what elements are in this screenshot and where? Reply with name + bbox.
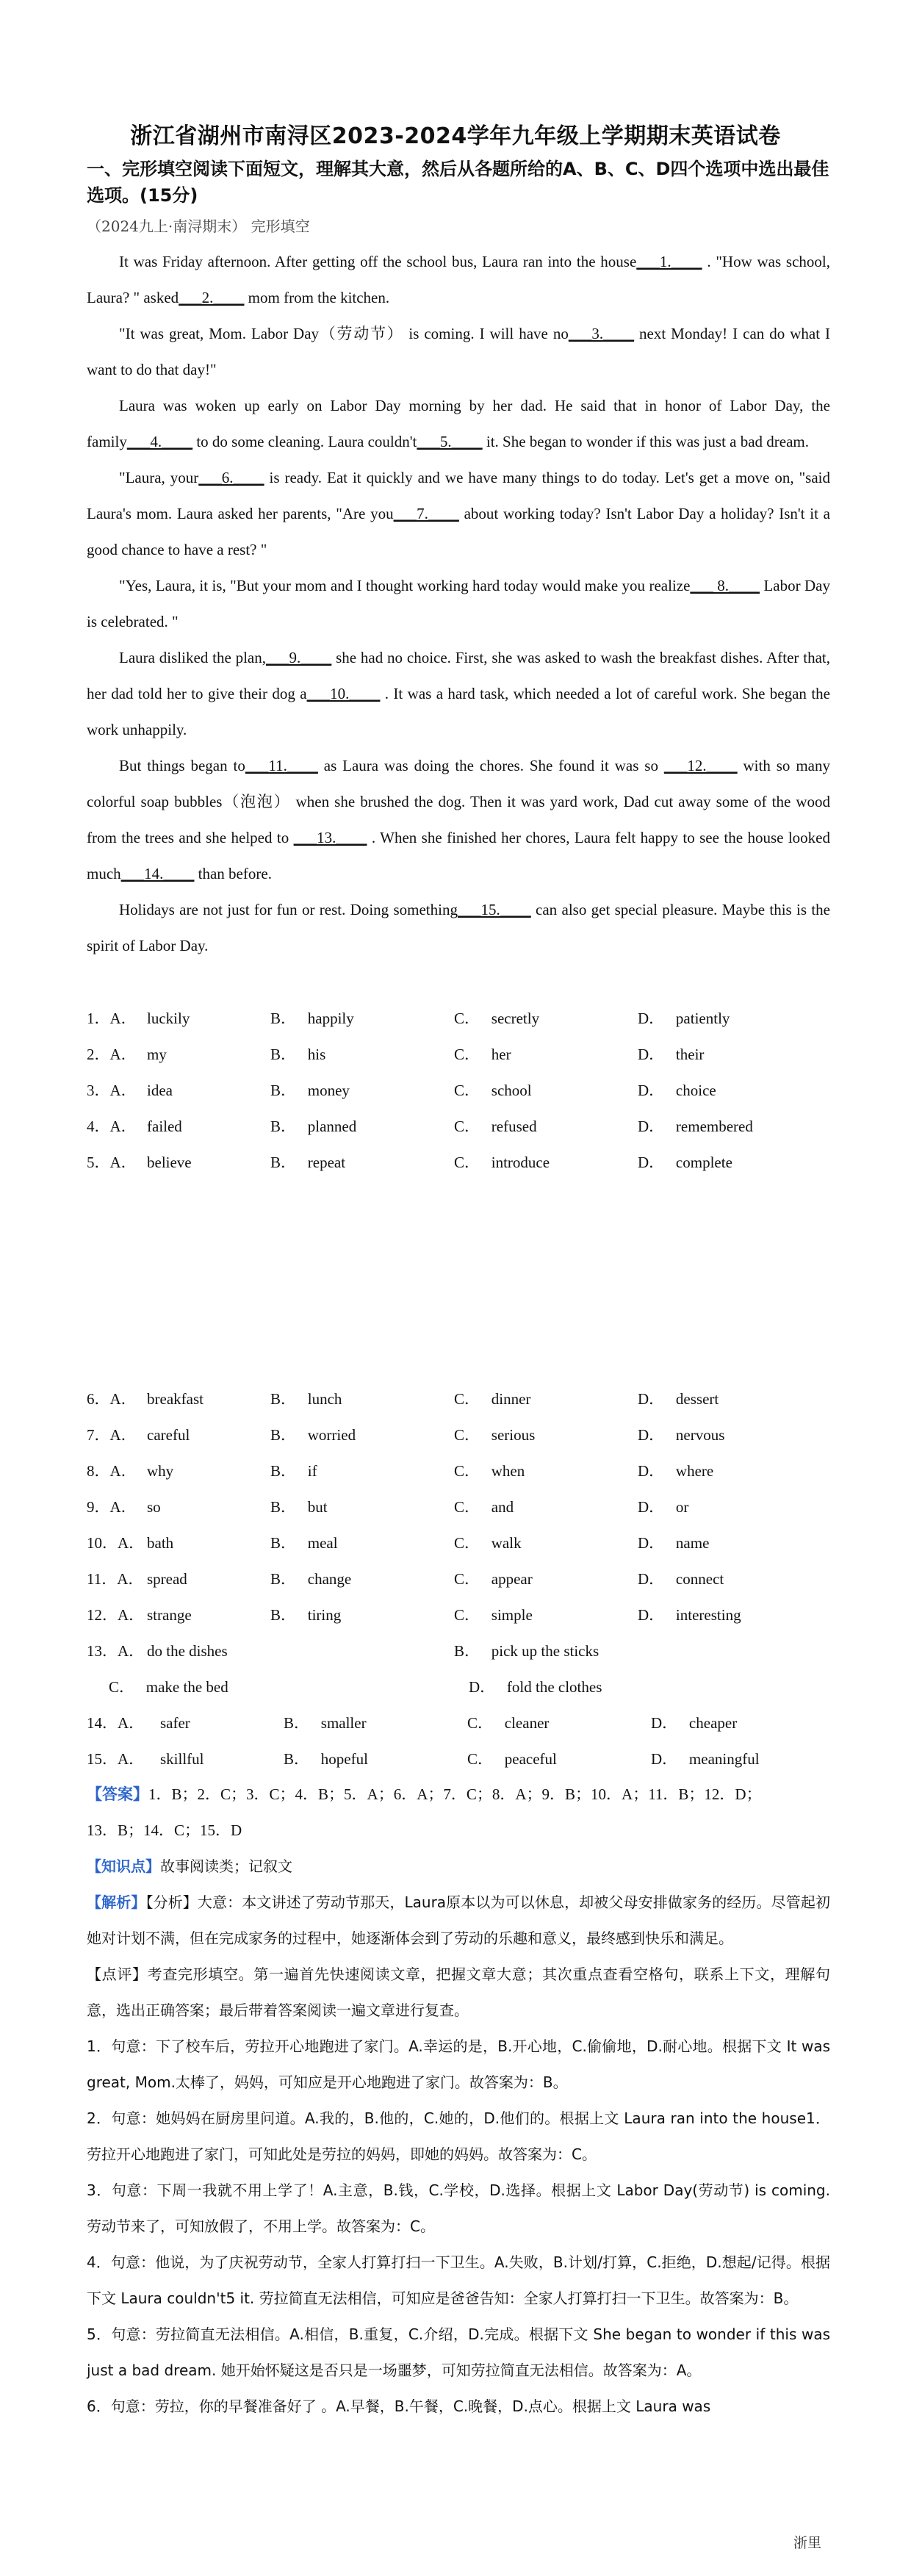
options-group-2	[87, 1381, 830, 1777]
option-row-4: 4．A． failed B． planned C． refused D． remembered	[87, 1118, 753, 1135]
analysis-intro: 【解析】【分析】大意：本文讲述了劳动节那天，Laura原本以为可以休息，却被父母安排做家务的经历。尽管起初她对计划不满，但在完成家务的过程中，她逐渐体会到了劳动的乐趣和意义，最终感到快乐和满足。	[87, 1893, 830, 1947]
option-row-2: 2．A． my B． his C． her D． their	[87, 1046, 705, 1063]
option-row-7: 7．A． careful B． worried C． serious D． nervous	[87, 1426, 725, 1444]
answer-line-2: 13．B；14．C；15．D	[87, 1821, 242, 1839]
answer-tag: 【答案】	[87, 1785, 148, 1803]
blank-3: ___3.____	[568, 325, 635, 342]
analysis-item-6: 6．句意：劳拉，你的早餐准备好了 。A.早餐，B.午餐，C.晚餐，D.点心。根据上文 Laura was	[87, 2397, 711, 2415]
blank-2: ___2.____	[179, 289, 245, 306]
blank-15: ___15.____	[457, 901, 531, 918]
blank-4: ___4.____	[126, 433, 193, 450]
option-row-3: 3．A． idea B． money C． school D． choice	[87, 1082, 716, 1099]
blank-9: ___9.____	[266, 649, 332, 666]
blank-6: ___6.____	[198, 469, 264, 486]
knowledge-point: 【知识点】故事阅读类；记叙文	[87, 1857, 292, 1875]
passage-paragraph-3: Laura was woken up early on Labor Day morning by her dad. He said that in honor of Labor Day, the family___4.____ to do some cleaning. Laura couldn't___5.____ it. She began to wonder if this was just a bad dream.	[87, 397, 830, 450]
analysis-block	[87, 1849, 830, 2425]
section-heading: 一、完形填空阅读下面短文，理解其大意，然后从各题所给的A、B、C、D四个选项中选出最佳选项。(15分)	[87, 159, 829, 206]
option-row-9: 9．A． so B． but C． and D． or	[87, 1498, 689, 1516]
answer-block	[87, 1777, 830, 1849]
passage-paragraph-7: But things began to___11.____ as Laura was doing the chores. She found it was so ___12.____ with so many colorful soap bubbles（泡泡） when she brushed the dog. Then it was yard work, Dad cut away some of the wood from the trees and she helped to ___13.____ . When she finished her chores, Laura felt happy to see the house looked much___14.____ than before.	[87, 757, 831, 882]
blank-14: ___14.____	[120, 865, 195, 882]
blank-5: ___5.____	[417, 433, 483, 450]
options-group-1	[87, 1001, 830, 1181]
option-row-11: 11．A． spread B． change C． appear D． connect	[87, 1570, 724, 1588]
source-tag: （2024九上·南浔期末） 完形填空	[87, 217, 310, 235]
passage-paragraph-4: "Laura, your___6.____ is ready. Eat it quickly and we have many things to do today. Let's get a move on, "said Laura's mom. Laura asked her parents, "Are you___7.____ about working today? Isn't Labor Day a holiday? Isn't it a good chance to have a rest? "	[87, 469, 830, 558]
analysis-item-2: 2．句意：她妈妈在厨房里问道。A.我的，B.他的，C.她的，D.他们的。根据上文 Laura ran into the house1．劳拉开心地跑进了家门，可知此处是劳拉的妈妈，即她的妈妈。故答案为：C。	[87, 2109, 830, 2163]
analysis-item-5: 5．句意：劳拉简直无法相信。A.相信，B.重复，C.介绍，D.完成。根据下文 She began to wonder if this was just a bad dream. 她开始怀疑这是否只是一场噩梦，可知劳拉简直无法相信。故答案为：A。	[87, 2325, 830, 2379]
blank-1: ___1.____	[636, 253, 702, 270]
option-row-15: 15．A． skillful B． hopeful C． peaceful D． meaningful	[87, 1750, 760, 1768]
option-row-6: 6．A． breakfast B． lunch C． dinner D． dessert	[87, 1390, 719, 1408]
blank-7: ___7.____	[393, 505, 459, 522]
blank-8: ___ 8.____	[690, 577, 760, 594]
option-row-1: 1．A． luckily B． happily C． secretly D． patiently	[87, 1010, 730, 1027]
option-row-5: 5．A． believe B． repeat C． introduce D． complete	[87, 1154, 732, 1171]
passage-paragraph-5: "Yes, Laura, it is, "But your mom and I thought working hard today would make you realize___ 8.____ Labor Day is celebrated. "	[87, 577, 830, 630]
blank-12: ___12.____	[663, 757, 738, 774]
passage-paragraph-8: Holidays are not just for fun or rest. Doing something___15.____ can also get special pleasure. Maybe this is the spirit of Labor Day.	[87, 901, 830, 954]
analysis-comment: 【点评】考查完形填空。第一遍首先快速阅读文章，把握文章大意；其次重点查看空格句，联系上下文，理解句意，选出正确答案；最后带着答案阅读一遍文章进行复查。	[87, 1965, 830, 2019]
option-row-8: 8．A． why B． if C． when D． where	[87, 1462, 714, 1480]
analysis-tag: 【解析】	[87, 1893, 146, 1911]
analysis-item-4: 4．句意：他说，为了庆祝劳动节，全家人打算打扫一下卫生。A.失败，B.计划/打算，C.拒绝，D.想起/记得。根据下文 Laura couldn't5 it. 劳拉简直无法相信，可知应是爸爸告知：全家人打算打扫一下卫生。故答案为：B。	[87, 2253, 830, 2307]
blank-13: ___13.____	[293, 829, 367, 846]
blank-10: ___10.____	[306, 685, 381, 702]
option-row-12: 12．A． strange B． tiring C． simple D． interesting	[87, 1606, 741, 1624]
page-footer: 浙里	[793, 2535, 821, 2551]
analysis-item-1: 1．句意：下了校车后，劳拉开心地跑进了家门。A.幸运的是，B.开心地，C.偷偷地，D.耐心地。根据下文 It was great, Mom.太棒了，妈妈，可知应是开心地跑进了家门。故答案为：B。	[87, 2037, 830, 2091]
knowledge-tag: 【知识点】	[87, 1857, 160, 1875]
passage-paragraph-1: It was Friday afternoon. After getting off the school bus, Laura ran into the house___1.____ . "How was school, Laura? " asked___2.____ mom from the kitchen.	[87, 253, 831, 306]
passage-paragraph-6: Laura disliked the plan,___9.____ she had no choice. First, she was asked to wash the breakfast dishes. After that, her dad told her to give their dog a___10.____ . It was a hard task, which needed a lot of careful work. She began the work unhappily.	[87, 649, 830, 738]
option-row-13b: C． make the bed D． fold the clothes	[109, 1678, 602, 1696]
answer-line-1: 【答案】1．B；2．C；3．C；4．B；5．A；6．A；7．C；8．A；9．B；10．A；11．B；12．D；	[87, 1785, 762, 1803]
cloze-passage	[87, 244, 830, 964]
blank-11: ___11.____	[245, 757, 318, 774]
passage-paragraph-2: "It was great, Mom. Labor Day（劳动节） is coming. I will have no___3.____ next Monday! I can do what I want to do that day!"	[87, 325, 831, 378]
page-title: 浙江省湖州市南浔区2023-2024学年九年级上学期期末英语试卷	[130, 123, 781, 149]
analysis-item-3: 3．句意：下周一我就不用上学了！A.主意，B.钱，C.学校，D.选择。根据上文 Labor Day(劳动节) is coming. 劳动节来了，可知放假了，不用上学。故答案为：C。	[87, 2181, 830, 2235]
option-row-13a: 13．A． do the dishes B． pick up the sticks	[87, 1642, 599, 1660]
option-row-14: 14．A． safer B． smaller C． cleaner D． cheaper	[87, 1714, 738, 1732]
option-row-10: 10．A． bath B． meal C． walk D． name	[87, 1534, 710, 1552]
